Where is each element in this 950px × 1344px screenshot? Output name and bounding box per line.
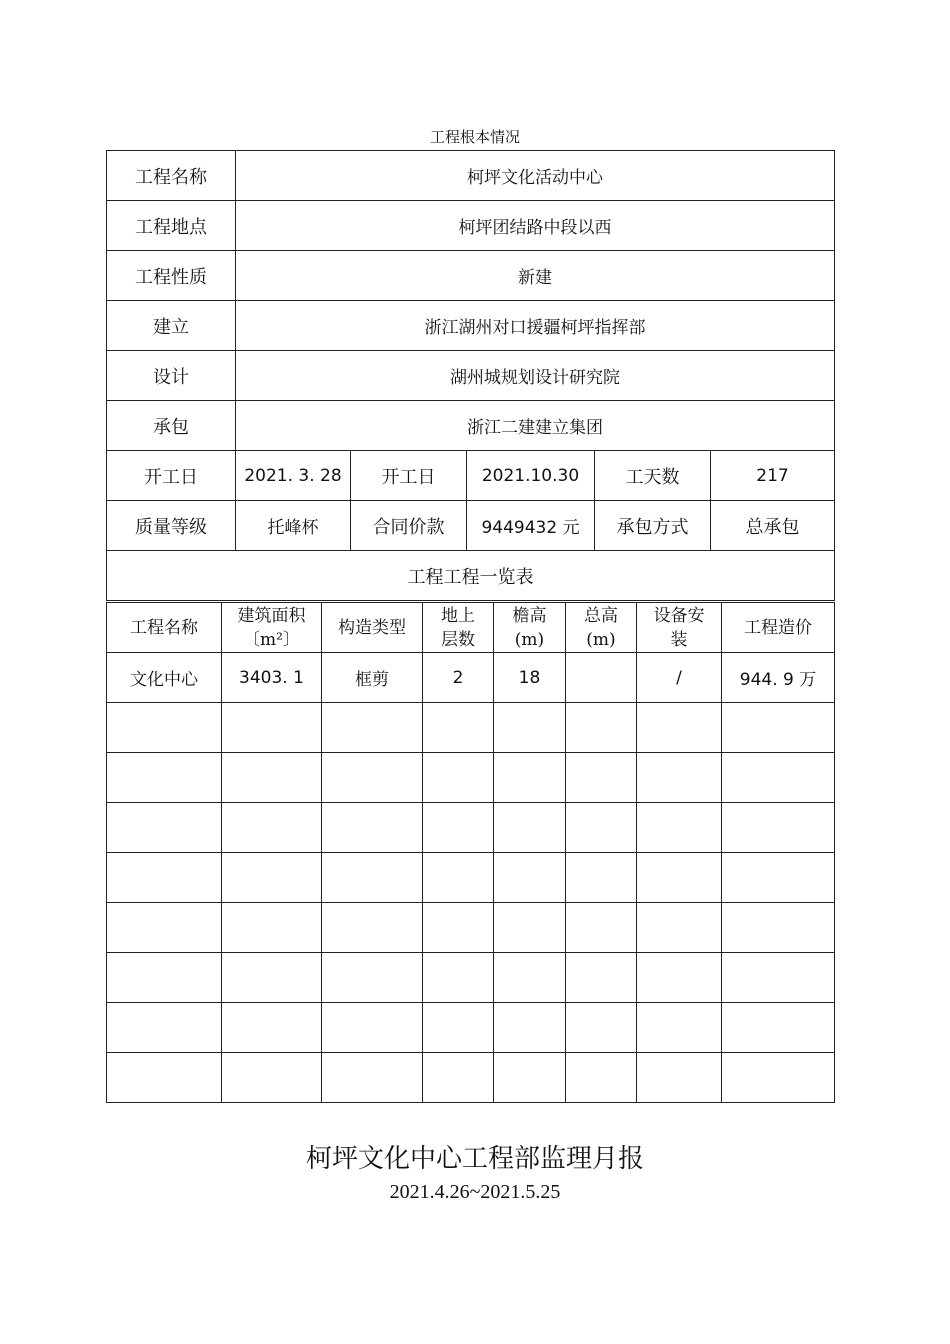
table-cell <box>322 1003 423 1053</box>
table-cell <box>423 703 494 753</box>
info-value: 浙江湖州对口援疆柯坪指挥部 <box>236 301 835 351</box>
table-cell <box>637 903 722 953</box>
table-row <box>107 753 835 803</box>
end-date-label: 开工日 <box>351 451 467 501</box>
column-header-line: 檐高 <box>512 605 547 626</box>
table-cell <box>566 853 637 903</box>
info-row <box>107 301 835 351</box>
table-cell <box>722 1053 835 1103</box>
info-row <box>107 251 835 301</box>
table-cell <box>722 853 835 903</box>
table-cell <box>494 903 566 953</box>
table-row <box>107 903 835 953</box>
table-cell: / <box>637 653 722 703</box>
table-cell <box>222 1003 322 1053</box>
column-header <box>222 603 322 653</box>
start-date-value: 2021. 3. 28 <box>236 451 351 501</box>
start-date-label: 开工日 <box>107 451 236 501</box>
column-header-line: 总高 <box>584 605 618 626</box>
table-cell: 框剪 <box>322 653 423 703</box>
info-value: 柯坪团结路中段以西 <box>236 201 835 251</box>
price-value: 9449432 元 <box>467 501 595 551</box>
info-value: 新建 <box>236 251 835 301</box>
table-cell <box>637 1003 722 1053</box>
table-cell <box>637 953 722 1003</box>
info-label: 工程性质 <box>107 251 236 301</box>
quality-value: 托峰杯 <box>236 501 351 551</box>
table-cell <box>423 853 494 903</box>
table-cell <box>566 753 637 803</box>
column-header-line: 构造类型 <box>338 617 406 638</box>
column-header-line: 建筑面积 <box>237 605 306 626</box>
column-header <box>566 603 637 653</box>
info-label: 工程地点 <box>107 201 236 251</box>
table-cell <box>637 703 722 753</box>
table-cell <box>322 903 423 953</box>
column-header-line: 工程造价 <box>744 617 812 638</box>
table-cell <box>107 703 222 753</box>
info-row <box>107 201 835 251</box>
column-header <box>722 603 835 653</box>
column-header <box>423 603 494 653</box>
column-header <box>637 603 722 653</box>
column-header-line: (m) <box>586 629 616 650</box>
table-cell <box>107 853 222 903</box>
table-cell <box>423 1053 494 1103</box>
table-cell <box>107 753 222 803</box>
column-header-line: 工程名称 <box>130 617 198 638</box>
table-cell <box>423 903 494 953</box>
work-days-value: 217 <box>711 451 835 501</box>
end-date-value: 2021.10.30 <box>467 451 595 501</box>
table-cell <box>722 903 835 953</box>
table-cell <box>322 803 423 853</box>
table-cell: 3403. 1 <box>222 653 322 703</box>
schedule-row <box>107 451 835 501</box>
table-cell <box>722 703 835 753</box>
info-label: 建立 <box>107 301 236 351</box>
table-cell <box>494 853 566 903</box>
table-caption: 工程根本情况 <box>429 128 520 146</box>
table-cell <box>494 1053 566 1103</box>
mode-label: 承包方式 <box>595 501 711 551</box>
column-header-line: 〔m²〕 <box>243 629 300 650</box>
table-cell <box>722 753 835 803</box>
table-cell <box>423 803 494 853</box>
table-cell <box>322 1053 423 1103</box>
table-cell <box>722 1003 835 1053</box>
table-cell <box>494 703 566 753</box>
column-header-line: (m) <box>514 629 545 650</box>
info-label: 工程名称 <box>107 151 236 201</box>
column-header <box>322 603 423 653</box>
report-title: 柯坪文化中心工程部监理月报 <box>305 1144 644 1174</box>
section-title: 工程工程一览表 <box>107 551 835 601</box>
info-row <box>107 351 835 401</box>
table-row <box>107 703 835 753</box>
table-cell <box>423 953 494 1003</box>
table-cell <box>637 803 722 853</box>
price-label: 合同价款 <box>351 501 467 551</box>
table-cell <box>566 903 637 953</box>
contract-row <box>107 501 835 551</box>
table-cell <box>494 1003 566 1053</box>
column-header <box>107 603 222 653</box>
table-cell <box>494 753 566 803</box>
table-cell <box>222 703 322 753</box>
table-row <box>107 1003 835 1053</box>
table-row <box>107 953 835 1003</box>
table-cell <box>107 803 222 853</box>
table-cell <box>637 753 722 803</box>
table-cell <box>566 803 637 853</box>
project-info-table <box>106 150 835 601</box>
table-row <box>107 1053 835 1103</box>
table-cell: 18 <box>494 653 566 703</box>
table-cell <box>423 753 494 803</box>
list-header-row <box>107 603 835 653</box>
table-cell <box>107 903 222 953</box>
table-cell <box>494 953 566 1003</box>
work-days-label: 工天数 <box>595 451 711 501</box>
table-cell <box>222 853 322 903</box>
table-cell <box>222 903 322 953</box>
info-label: 承包 <box>107 401 236 451</box>
table-row <box>107 653 835 703</box>
table-cell <box>322 753 423 803</box>
mode-value: 总承包 <box>711 501 835 551</box>
table-cell <box>222 953 322 1003</box>
info-label: 设计 <box>107 351 236 401</box>
info-value: 浙江二建建立集团 <box>236 401 835 451</box>
table-cell: 944. 9 万 <box>722 653 835 703</box>
column-header-line: 层数 <box>441 629 475 650</box>
section-row <box>107 551 835 601</box>
info-value: 柯坪文化活动中心 <box>236 151 835 201</box>
table-cell <box>107 1003 222 1053</box>
table-cell: 文化中心 <box>107 653 222 703</box>
table-cell <box>322 703 423 753</box>
info-value: 湖州城规划设计研究院 <box>236 351 835 401</box>
table-cell <box>322 853 423 903</box>
table-cell <box>722 953 835 1003</box>
table-cell <box>107 953 222 1003</box>
table-cell <box>637 853 722 903</box>
quality-label: 质量等级 <box>107 501 236 551</box>
table-cell: 2 <box>423 653 494 703</box>
column-header-line: 装 <box>670 629 688 650</box>
table-cell <box>566 703 637 753</box>
info-row <box>107 151 835 201</box>
table-cell <box>566 1053 637 1103</box>
table-cell <box>222 1053 322 1103</box>
table-cell <box>566 953 637 1003</box>
table-cell <box>566 653 637 703</box>
column-header <box>494 603 566 653</box>
table-cell <box>566 1003 637 1053</box>
table-cell <box>637 1053 722 1103</box>
column-header-line: 地上 <box>441 605 475 626</box>
table-cell <box>222 803 322 853</box>
project-list-table <box>106 602 835 1103</box>
table-cell <box>107 1053 222 1103</box>
info-row <box>107 401 835 451</box>
table-row <box>107 803 835 853</box>
table-cell <box>494 803 566 853</box>
table-cell <box>322 953 423 1003</box>
table-cell <box>222 753 322 803</box>
column-header-line: 设备安 <box>653 605 705 626</box>
table-cell <box>722 803 835 853</box>
table-cell <box>423 1003 494 1053</box>
report-date-range: 2021.4.26~2021.5.25 <box>389 1181 561 1203</box>
table-row <box>107 853 835 903</box>
